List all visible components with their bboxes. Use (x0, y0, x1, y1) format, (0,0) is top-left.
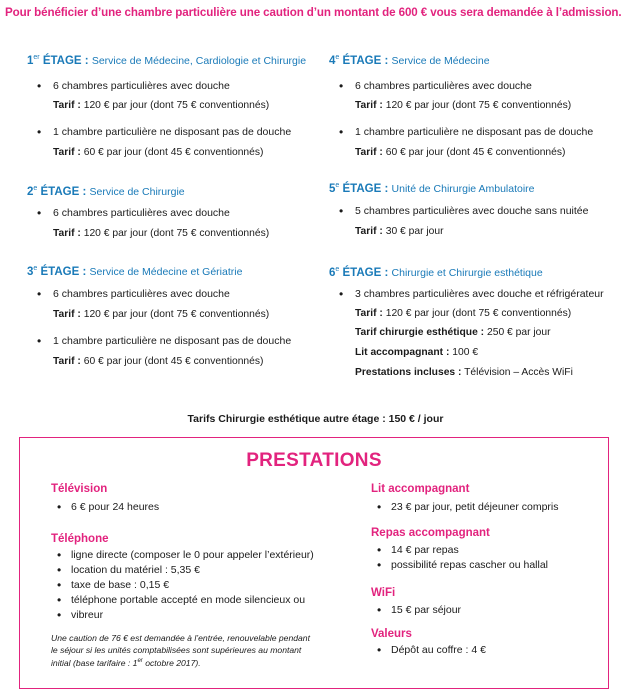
room-description: • 1 chambre particulière ne disposant pas de douche (329, 125, 629, 139)
phone-item: • ligne directe (composer le 0 pour appeler l’extérieur) (51, 548, 314, 563)
room-description: • 6 chambres particulières avec douche (329, 79, 629, 93)
room-tarif: Tarif : 60 € par jour (dont 45 € conventionnés) (53, 147, 264, 158)
floor-title: 1er ÉTAGE : Service de Médecine, Cardiologie et Chirurgie (27, 54, 307, 67)
floor-title: 4e ÉTAGE : Service de Médecine (329, 54, 490, 67)
room-description: • 3 chambres particulières avec douche et réfrigérateur (329, 287, 629, 301)
prestations-box (19, 437, 609, 689)
phone-item: • taxe de base : 0,15 € (51, 578, 169, 593)
companion-meal-heading: Repas accompagnant (371, 527, 490, 539)
room-description: • 1 chambre particulière ne disposant pas de douche (27, 334, 327, 348)
aesthetic-tarif: Tarif chirurgie esthétique : 250 € par jour (355, 327, 551, 338)
included-services: Prestations incluses : Télévision – Accès WiFi (355, 367, 573, 378)
room-tarif: Tarif : 120 € par jour (dont 75 € conventionnés) (53, 100, 270, 111)
wifi-item: • 15 € par séjour (371, 603, 461, 618)
floor-5 (329, 181, 629, 239)
room-tarif: Tarif : 60 € par jour (dont 45 € conventionnés) (355, 147, 566, 158)
room-tarif: Tarif : 60 € par jour (dont 45 € conventionnés) (53, 356, 264, 367)
room-description: • 5 chambres particulières avec douche sans nuitée (329, 204, 629, 218)
room-description: • 1 chambre particulière ne disposant pas de douche (27, 125, 327, 139)
floor-title: 2e ÉTAGE : Service de Chirurgie (27, 185, 185, 198)
phone-heading: Téléphone (51, 533, 109, 545)
room-description: • 6 chambres particulières avec douche (27, 206, 327, 220)
room-tarif: Tarif : 120 € par jour (dont 75 € conventionnés) (53, 228, 270, 239)
left-column (27, 53, 327, 369)
floor-3 (27, 264, 327, 369)
tv-item: • 6 € pour 24 heures (51, 500, 159, 515)
companion-meal-item: • 14 € par repas (371, 543, 459, 558)
wifi-heading: WiFi (371, 587, 396, 599)
companion-meal-item: • possibilité repas cascher ou hallal (371, 558, 548, 573)
room-tarif: Tarif : 30 € par jour (355, 226, 444, 237)
floor-2 (27, 184, 327, 241)
prestations-title: PRESTATIONS (246, 450, 382, 471)
room-tarif: Tarif : 120 € par jour (dont 75 € conventionnés) (355, 100, 572, 111)
phone-item-continuation: • vibreur (51, 608, 103, 623)
floor-title: 3e ÉTAGE : Service de Médecine et Gériatrie (27, 265, 243, 278)
companion-bed-tarif: Lit accompagnant : 100 € (355, 347, 479, 358)
room-tarif: Tarif : 120 € par jour (dont 75 € conventionnés) (355, 308, 572, 319)
floor-1 (27, 53, 327, 160)
floor-title: 5e ÉTAGE : Unité de Chirurgie Ambulatoire (329, 182, 535, 195)
floor-4 (329, 53, 629, 160)
companion-bed-heading: Lit accompagnant (371, 483, 470, 495)
tv-heading: Télévision (51, 483, 108, 495)
room-description: • 6 chambres particulières avec douche (27, 287, 327, 301)
phone-deposit-note: Une caution de 76 € est demandée à l’entrée, renouvelable pendant le séjour si les unités comptabilisées sont supérieures au montant initial (base tarifaire : 1er octobre 2017). (51, 633, 310, 668)
phone-item: • location du matériel : 5,35 € (51, 563, 200, 578)
phone-item: • téléphone portable accepté en mode silencieux ou (51, 593, 305, 608)
floor-title: 6e ÉTAGE : Chirurgie et Chirurgie esthétique (329, 266, 543, 279)
deposit-notice: Pour bénéficier d’une chambre particulière une caution d’un montant de 600 € vous sera demandée à l’admission. (5, 6, 622, 19)
valuables-item: • Dépôt au coffre : 4 € (371, 643, 486, 658)
floor-6 (329, 265, 629, 380)
room-tarif: Tarif : 120 € par jour (dont 75 € conventionnés) (53, 309, 270, 320)
companion-bed-item: • 23 € par jour, petit déjeuner compris (371, 500, 559, 515)
room-description: • 6 chambres particulières avec douche (27, 79, 327, 93)
right-column (329, 53, 629, 380)
valuables-heading: Valeurs (371, 628, 412, 640)
aesthetic-other-floor-tarif: Tarifs Chirurgie esthétique autre étage : 150 € / jour (187, 413, 444, 425)
